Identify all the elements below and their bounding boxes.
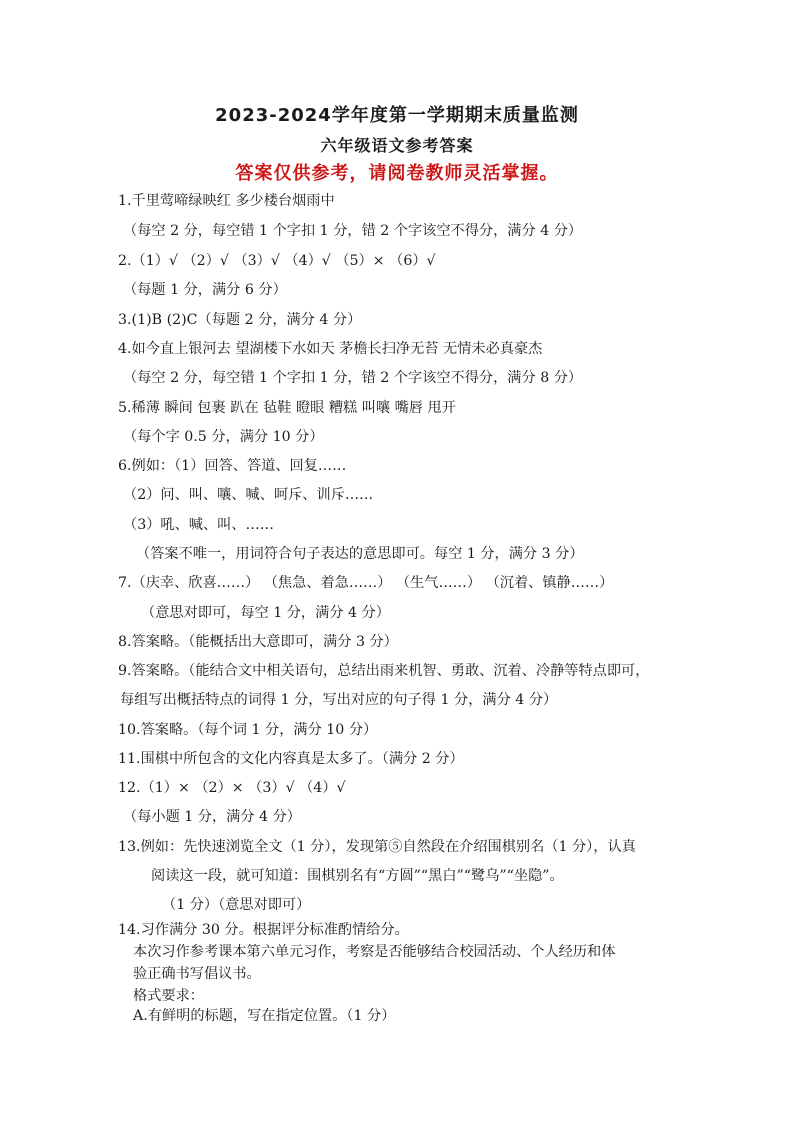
answer-line: 7.（庆幸、欣喜……） （焦急、着急……） （生气……） （沉着、镇静……） (118, 575, 614, 591)
answer-line: 本次习作参考课本第六单元习作，考察是否能够结合校园活动、个人经历和体 (133, 944, 616, 960)
answer-line: 13.例如：先快速浏览全文（1 分），发现第⑤自然段在介绍围棋别名（1 分），认真 (118, 839, 636, 855)
answer-line: （意思对即可，每空 1 分，满分 4 分） (141, 605, 390, 621)
answer-line: 验正确书写倡议书。 (133, 966, 261, 982)
answer-line: A.有鲜明的标题，写在指定位置。（1 分） (133, 1008, 396, 1024)
document-title: 2023-2024学年度第一学期期末质量监测 (215, 105, 579, 126)
answer-line: （每空 2 分，每空错 1 个字扣 1 分，错 2 个字该空不得分，满分 8 分） (123, 370, 583, 386)
answer-line: （每个字 0.5 分，满分 10 分） (123, 429, 324, 445)
answer-line: （答案不唯一，用词符合句子表达的意思即可。每空 1 分，满分 3 分） (136, 546, 584, 562)
answer-line: （每小题 1 分，满分 4 分） (123, 809, 301, 825)
answer-line: 3.(1)B (2)C（每题 2 分，满分 4 分） (118, 312, 362, 328)
answer-line: 6.例如：（1）回答、答道、回复…… (118, 458, 347, 474)
answer-line: （每空 2 分，每空错 1 个字扣 1 分，错 2 个字该空不得分，满分 4 分） (123, 223, 583, 239)
answer-line: 10.答案略。（每个词 1 分，满分 10 分） (118, 722, 378, 738)
answer-line: 阅读这一段，就可知道：围棋别名有“方圆”“黑白”“鹭乌”“坐隐”。 (151, 868, 564, 884)
answer-line: 11.围棋中所包含的文化内容真是太多了。（满分 2 分） (118, 751, 464, 767)
answer-line: 格式要求： (133, 988, 204, 1004)
answer-line: 14.习作满分 30 分。根据评分标准酌情给分。 (118, 922, 409, 938)
document-subtitle: 六年级语文参考答案 (320, 136, 474, 155)
answer-line: 1.千里莺啼绿映红 多少楼台烟雨中 (118, 193, 335, 209)
answer-line: 8.答案略。（能概括出大意即可，满分 3 分） (118, 634, 398, 650)
answer-line: （2）问、叫、嚷、喊、呵斥、训斥…… (123, 487, 374, 503)
answer-line: 12.（1）× （2）× （3）√ （4）√ (118, 780, 346, 796)
answer-line: 5.稀薄 瞬间 包裹 趴在 毡鞋 瞪眼 糟糕 叫嚷 嘴唇 甩开 (118, 400, 456, 416)
answer-line: 每组写出概括特点的词得 1 分，写出对应的句子得 1 分，满分 4 分） (120, 692, 558, 708)
grading-notice: 答案仅供参考，请阅卷教师灵活掌握。 (235, 163, 559, 184)
answer-line: （3）吼、喊、叫、…… (123, 517, 274, 533)
answer-line: 2.（1）√ （2）√ （3）√ （4）√ （5）× （6）√ (118, 253, 436, 269)
answer-line: 4.如今直上银河去 望湖楼下水如天 茅檐长扫净无苔 无情未必真豪杰 (118, 341, 543, 357)
answer-line: （1 分）（意思对即可） (162, 897, 311, 913)
answer-line: （每题 1 分，满分 6 分） (123, 282, 287, 298)
answer-line: 9.答案略。（能结合文中相关语句，总结出雨来机智、勇敢、沉着、冷静等特点即可， (118, 663, 650, 679)
